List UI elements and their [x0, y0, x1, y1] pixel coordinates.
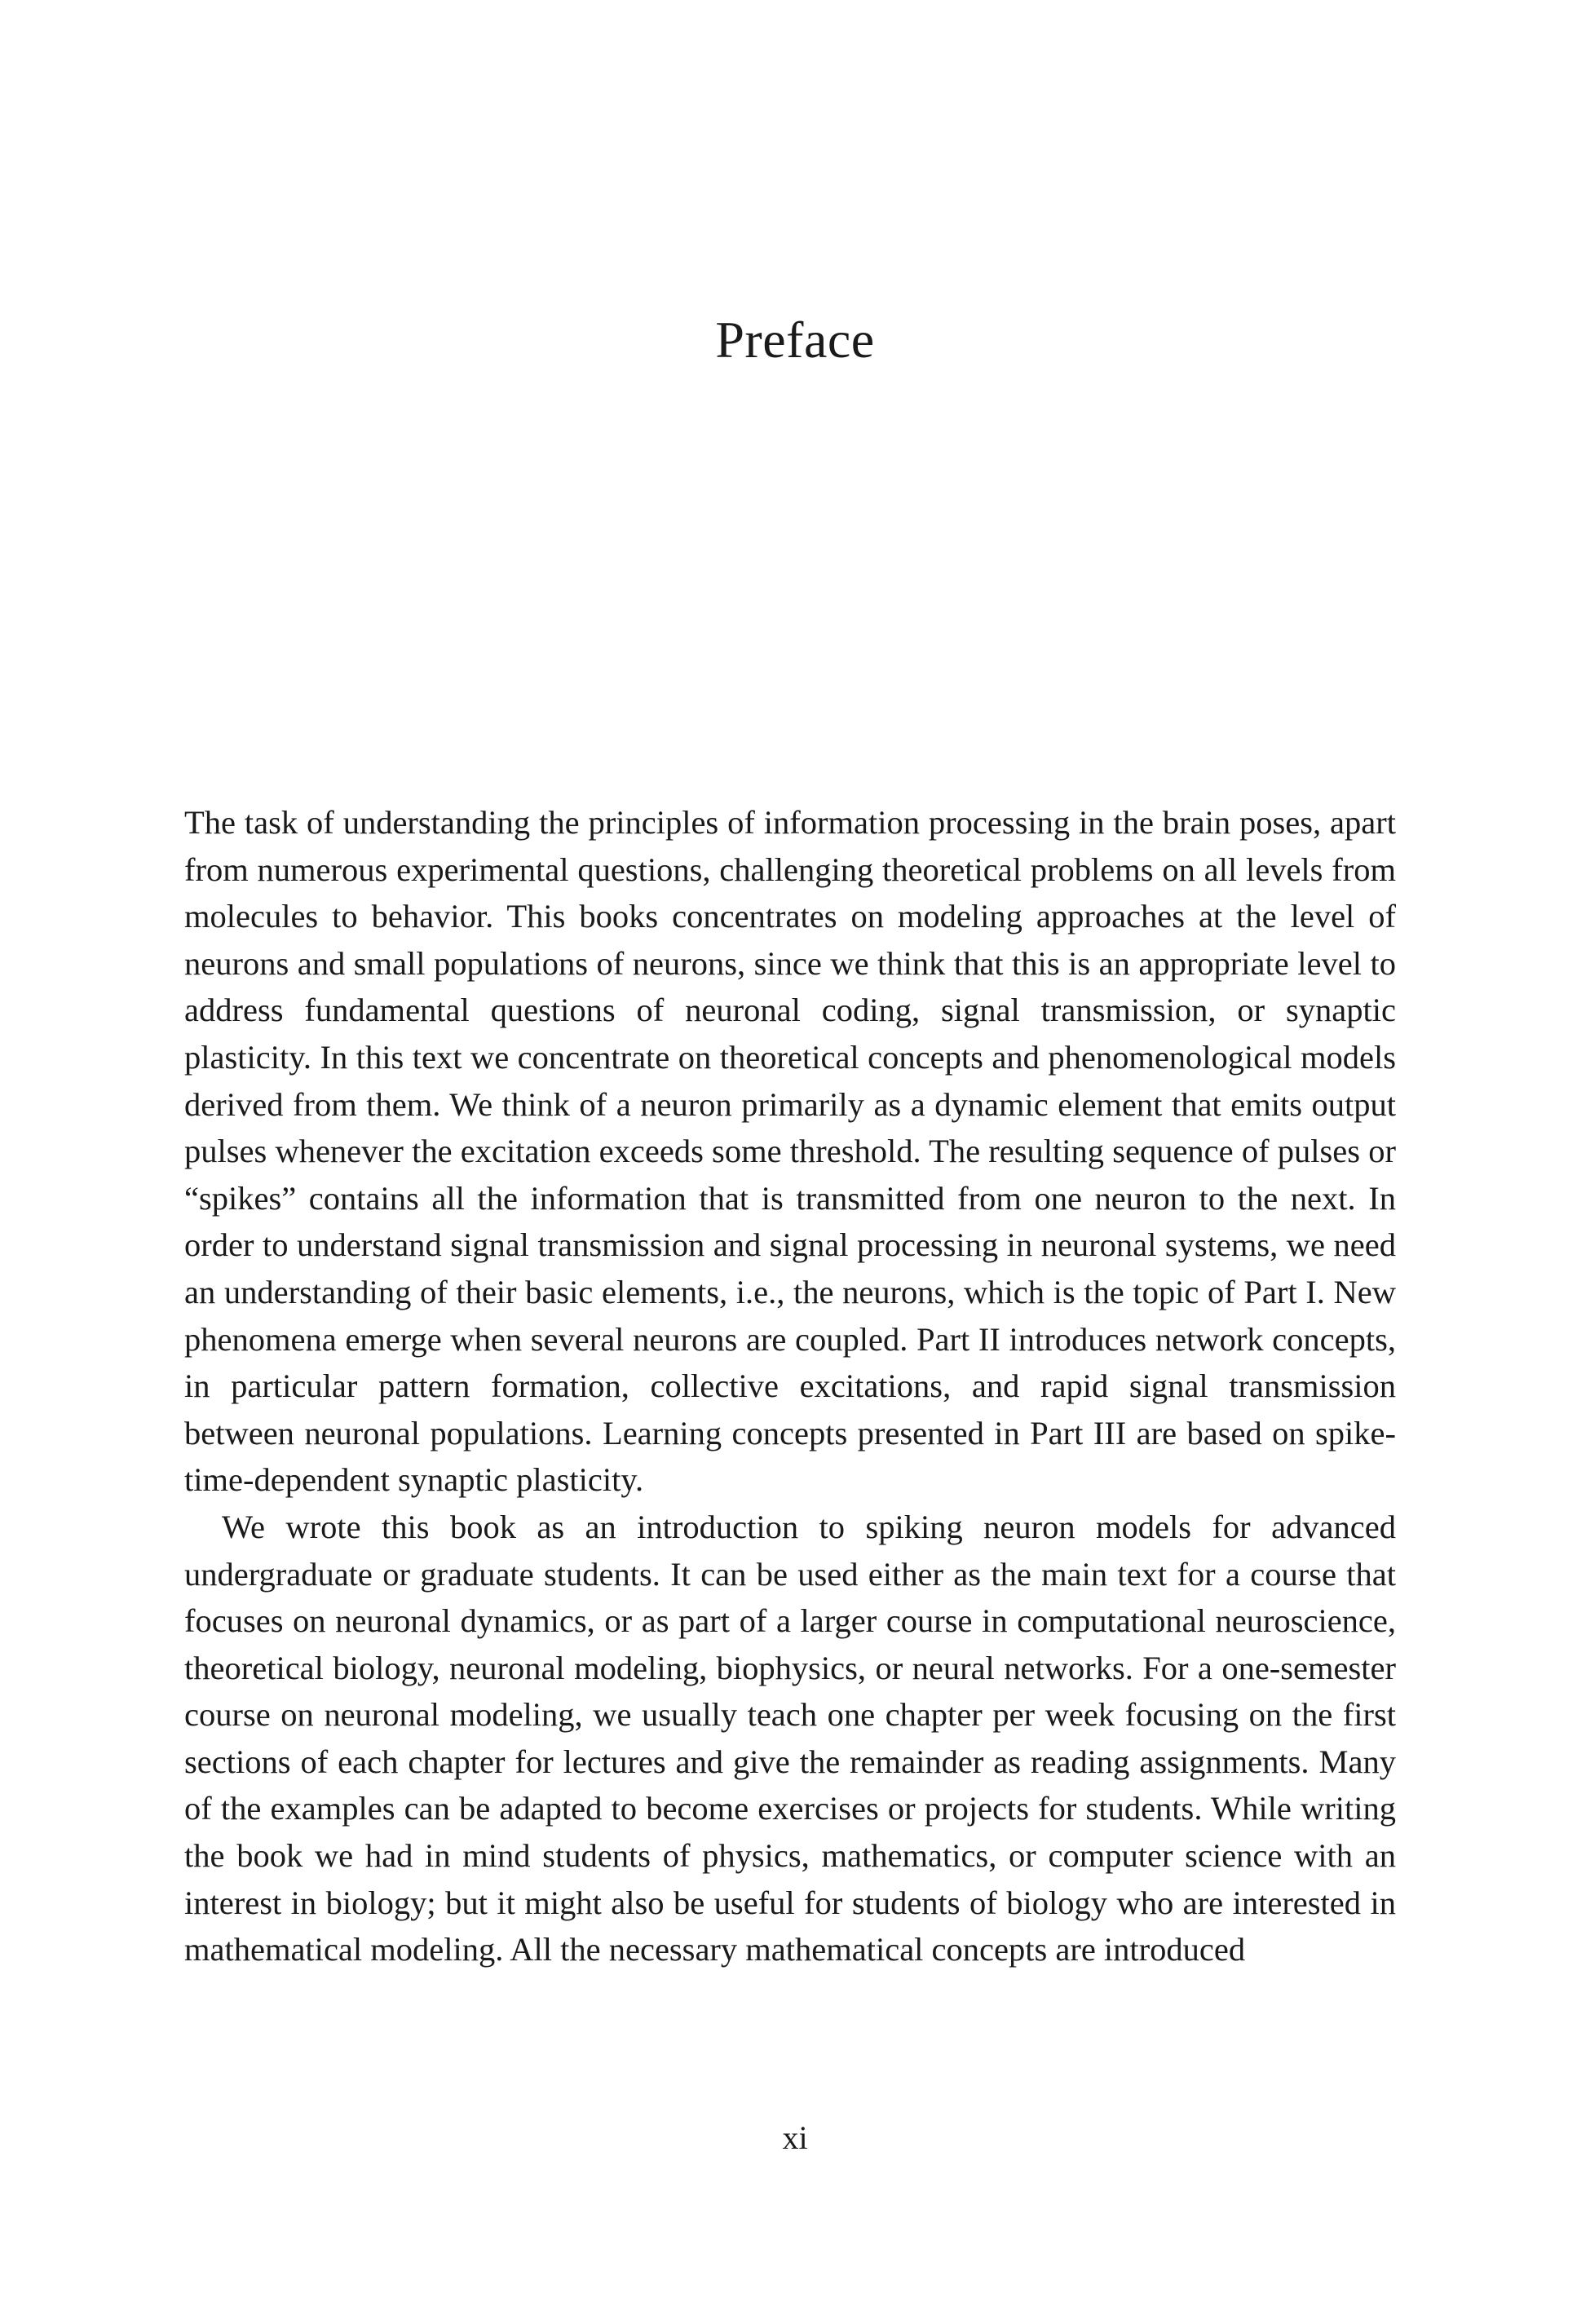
paragraph-1: The task of understanding the principles of information processing in the brain poses, apart from numerous experimental questions, challenging theoretical problems on all levels from molecules to behavior. This books concentrates on modeling approaches at the level of neurons and small populations of neurons, since we think that this is an appropriate level to address fundamental questions of neuronal coding, signal transmission, or synaptic plasticity. In this text we concentrate on theoretical concepts and phenomenological models derived from them. We think of a neuron primarily as a dynamic element that emits output pulses whenever the excitation exceeds some threshold. The resulting sequence of pulses or “spikes” contains all the information that is transmitted from one neuron to the next. In order to understand signal transmission and signal processing in neuronal systems, we need an understanding of their basic elements, i.e., the neurons, which is the topic of Part I. New phenomena emerge when several neurons are coupled. Part II introduces network concepts, in particular pattern formation, collective excitations, and rapid signal transmission between neuronal populations. Learning concepts presented in Part III are based on spike-time-dependent synaptic plasticity. [184, 804, 1396, 1499]
preface-body [184, 799, 1396, 1973]
paragraph-2: We wrote this book as an introduction to spiking neuron models for advanced undergraduate or graduate students. It can be used either as the main text for a course that focuses on neuronal dynamics, or as part of a larger course in computational neuroscience, theoretical biology, neuronal modeling, biophysics, or neural networks. For a one-semester course on neuronal modeling, we usually teach one chapter per week focusing on the first sections of each chapter for lectures and give the remainder as reading assignments. Many of the examples can be adapted to become exercises or projects for students. While writing the book we had in mind students of physics, mathematics, or computer science with an interest in biology; but it might also be useful for students of biology who are interested in mathematical modeling. All the necessary mathematical concepts are introduced [184, 1508, 1396, 1968]
page-title: Preface [715, 311, 875, 369]
page-number: xi [782, 2119, 808, 2156]
